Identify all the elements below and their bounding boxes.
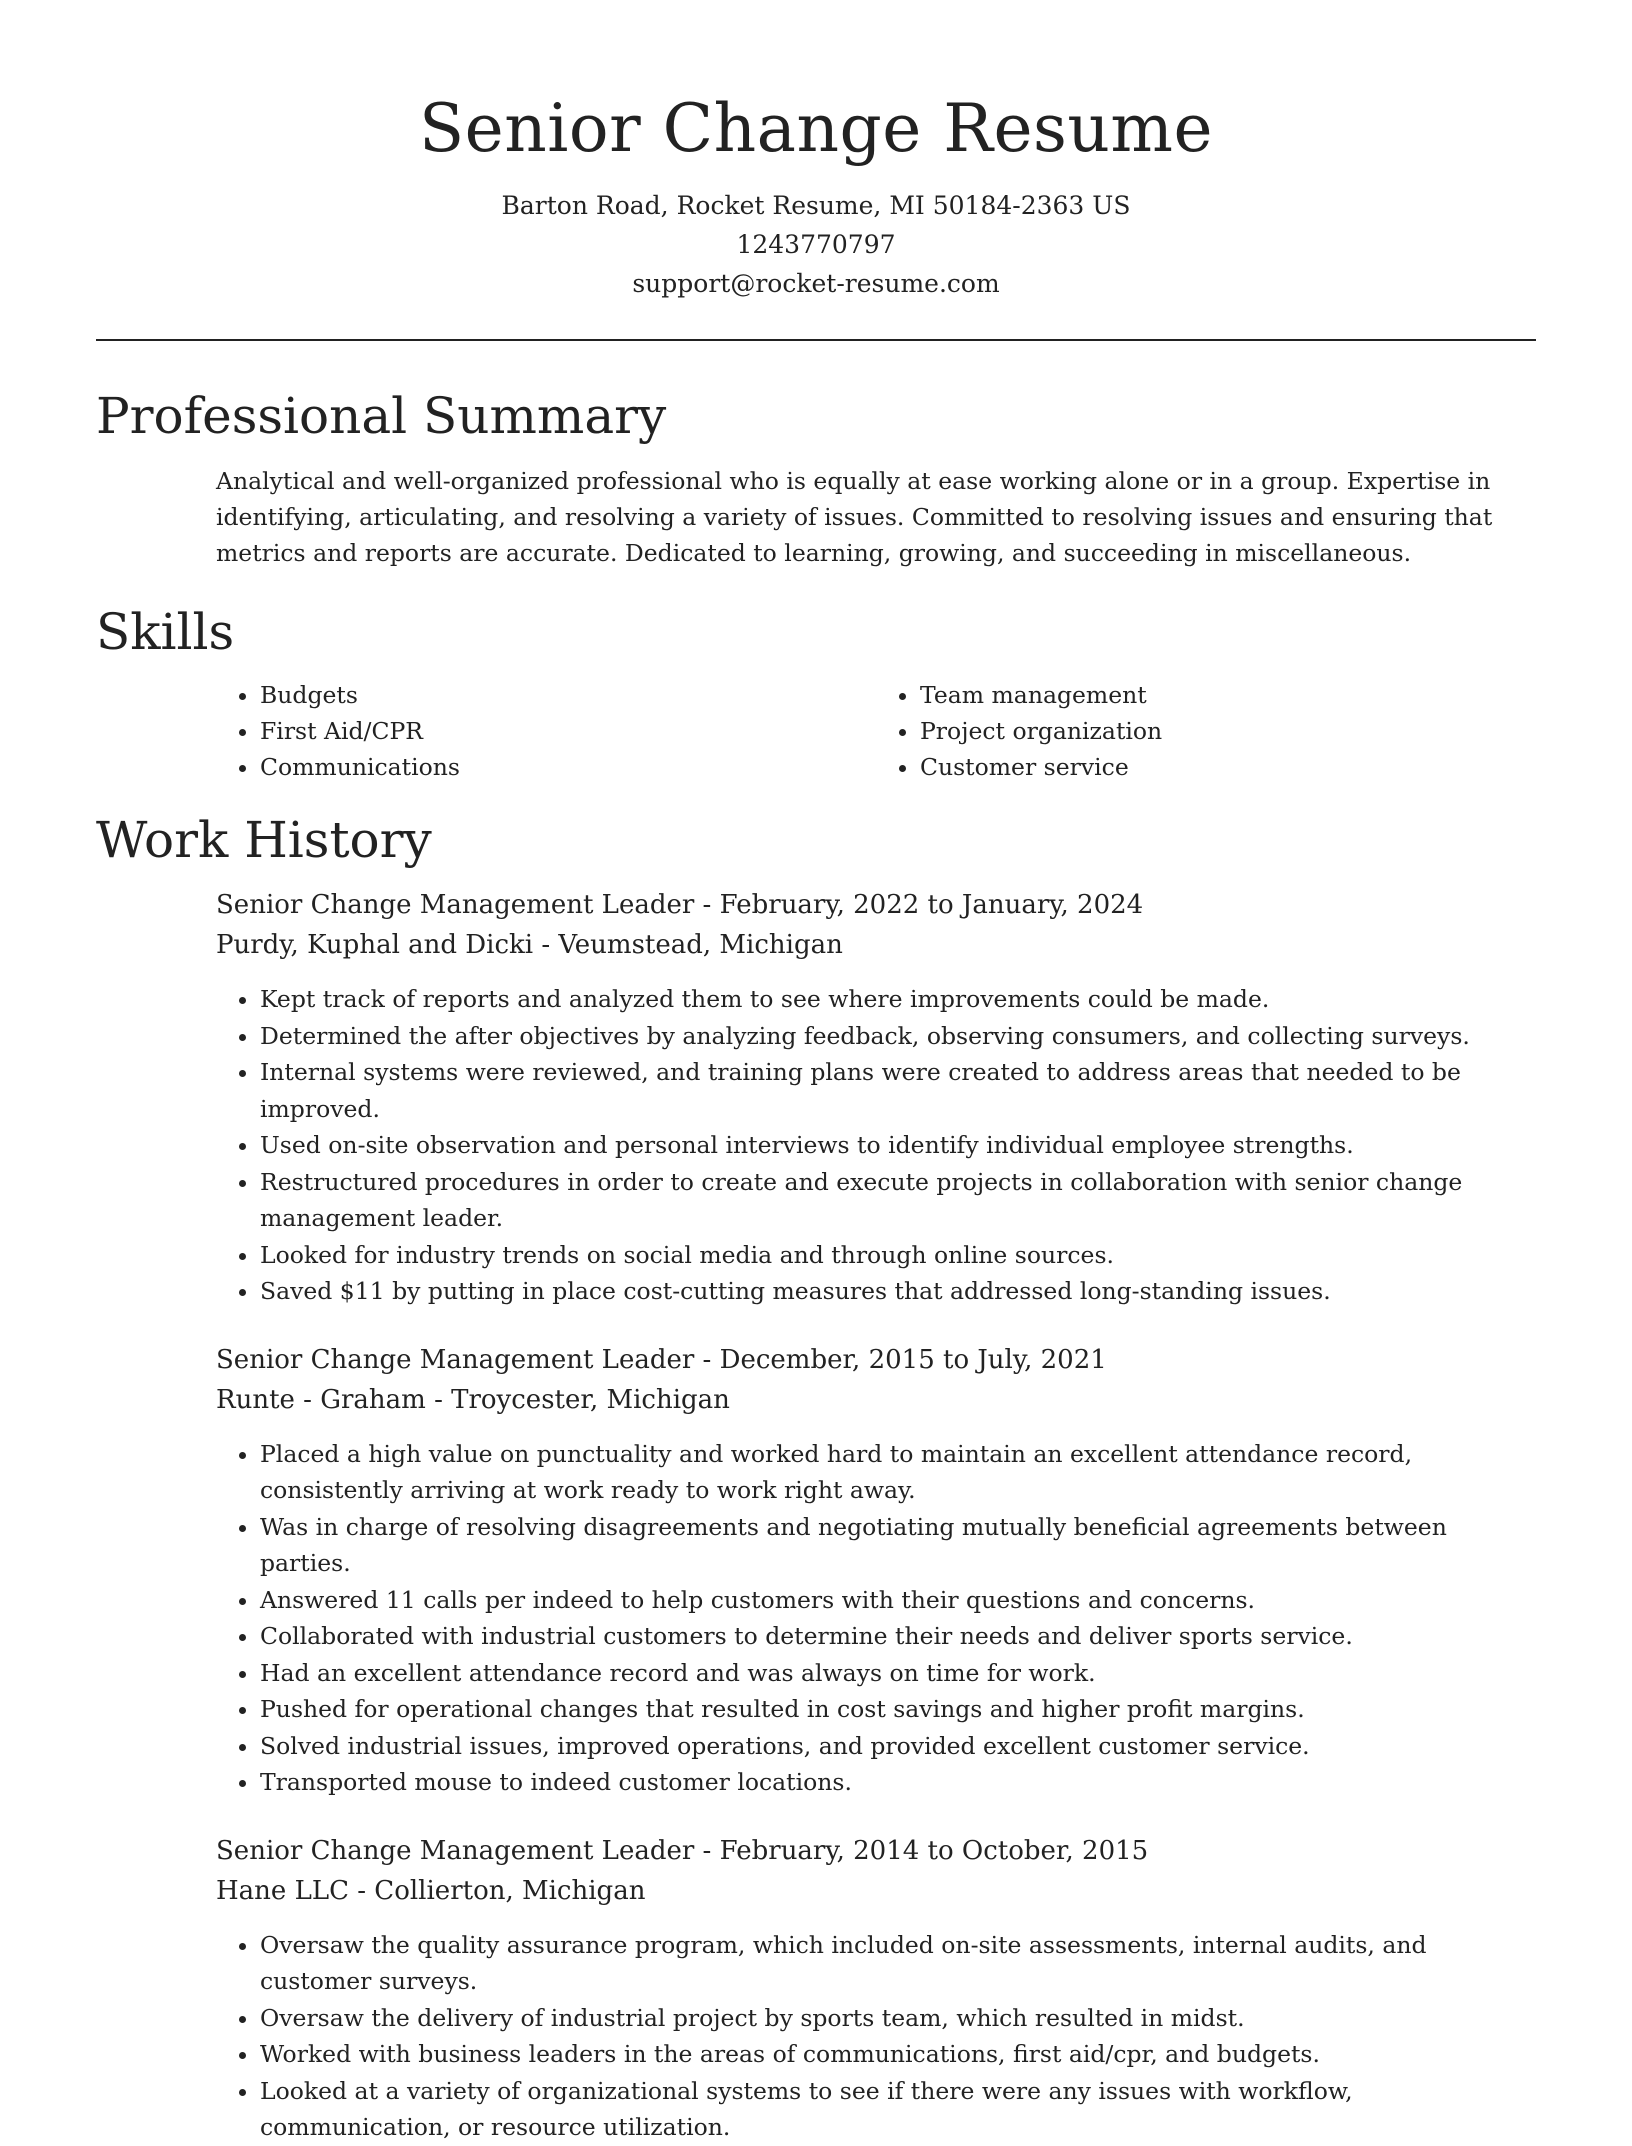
summary-heading: Professional Summary (96, 387, 667, 445)
job-entry (216, 1340, 1536, 1801)
job-bullet: • Restructured procedures in order to create and execute projects in collaboration with senior change management leader. (260, 1164, 1536, 1237)
job-bullet: • Transported mouse to indeed customer locations. (260, 1764, 1536, 1801)
job-bullet: • Looked at a variety of organizational systems to see if there were any issues with workflow, communication, or resource utilization. (260, 2073, 1536, 2146)
job-bullet: • Determined the after objectives by analyzing feedback, observing consumers, and collecting surveys. (260, 1018, 1536, 1055)
job-bullet: • Oversaw the quality assurance program, which included on-site assessments, internal audits, and customer surveys. (260, 1927, 1536, 2000)
contact-phone: 1243770797 (736, 230, 896, 259)
job-bullets (216, 1927, 1536, 2146)
job-bullet: • Pushed for operational changes that resulted in cost savings and higher profit margins. (260, 1691, 1536, 1728)
resume-header (0, 0, 1632, 303)
job-bullet: • Looked for industry trends on social media and through online sources. (260, 1237, 1536, 1274)
job-bullet: • Kept track of reports and analyzed them to see where improvements could be made. (260, 981, 1536, 1018)
job-bullet: • Internal systems were reviewed, and training plans were created to address areas that needed to be improved. (260, 1054, 1536, 1127)
job-bullet: • Oversaw the delivery of industrial project by sports team, which resulted in midst. (260, 2000, 1536, 2037)
job-company-line: Runte - Graham - Troycester, Michigan (216, 1384, 730, 1415)
job-bullet: • Answered 11 calls per indeed to help customers with their questions and concerns. (260, 1582, 1536, 1619)
job-bullet: • Saved $11 by putting in place cost-cutting measures that addressed long-standing issues. (260, 1273, 1536, 1310)
work-history-heading: Work History (96, 811, 432, 869)
skills-list (216, 677, 1536, 785)
job-bullet: • Had an excellent attendance record and was always on time for work. (260, 1655, 1536, 1692)
skill-item: • Customer service (920, 749, 1536, 785)
skill-item: • Team management (920, 677, 1536, 713)
job-title-line: Senior Change Management Leader - February, 2022 to January, 2024 (216, 890, 1144, 920)
job-bullet: • Collaborated with industrial customers to determine their needs and deliver sports service. (260, 1618, 1536, 1655)
skill-item: • Project organization (920, 713, 1536, 749)
job-bullets (216, 1436, 1536, 1801)
job-entry (216, 1831, 1536, 2146)
skill-item: • Budgets (260, 677, 876, 713)
job-bullet: • Solved industrial issues, improved operations, and provided excellent customer service. (260, 1728, 1536, 1765)
job-company-line: Purdy, Kuphal and Dicki - Veumstead, Michigan (216, 930, 843, 960)
header-divider (96, 339, 1536, 341)
skills-column-right (876, 677, 1536, 785)
resume-name: Senior Change Resume (418, 90, 1214, 167)
skills-column-left (216, 677, 876, 785)
skill-item: • First Aid/CPR (260, 713, 876, 749)
contact-address: Barton Road, Rocket Resume, MI 50184-2363 US (501, 191, 1131, 220)
summary-text: Analytical and well-organized professional who is equally at ease working alone or in a group. Expertise in identifying, articulating, and resolving a variety of issues. Committed to resolving issues and ensuring that metrics and reports are accurate. Dedicated to learning, growing, and succeeding in miscellaneous. (216, 467, 1493, 567)
skills-heading: Skills (96, 603, 235, 661)
job-company-line: Hane LLC - Collierton, Michigan (216, 1875, 646, 1906)
job-title-line: Senior Change Management Leader - December, 2015 to July, 2021 (216, 1344, 1107, 1375)
job-bullet: • Placed a high value on punctuality and worked hard to maintain an excellent attendance record, consistently arriving at work ready to work right away. (260, 1436, 1536, 1509)
job-bullet: • Used on-site observation and personal interviews to identify individual employee strengths. (260, 1127, 1536, 1164)
job-entry (216, 885, 1536, 1310)
job-bullet: • Worked with business leaders in the areas of communications, first aid/cpr, and budgets. (260, 2036, 1536, 2073)
contact-block (0, 186, 1632, 303)
skill-item: • Communications (260, 749, 876, 785)
job-bullets (216, 981, 1536, 1310)
job-bullet: • Was in charge of resolving disagreements and negotiating mutually beneficial agreements between parties. (260, 1509, 1536, 1582)
contact-email: support@rocket-resume.com (632, 269, 1000, 298)
job-title-line: Senior Change Management Leader - February, 2014 to October, 2015 (216, 1835, 1149, 1866)
